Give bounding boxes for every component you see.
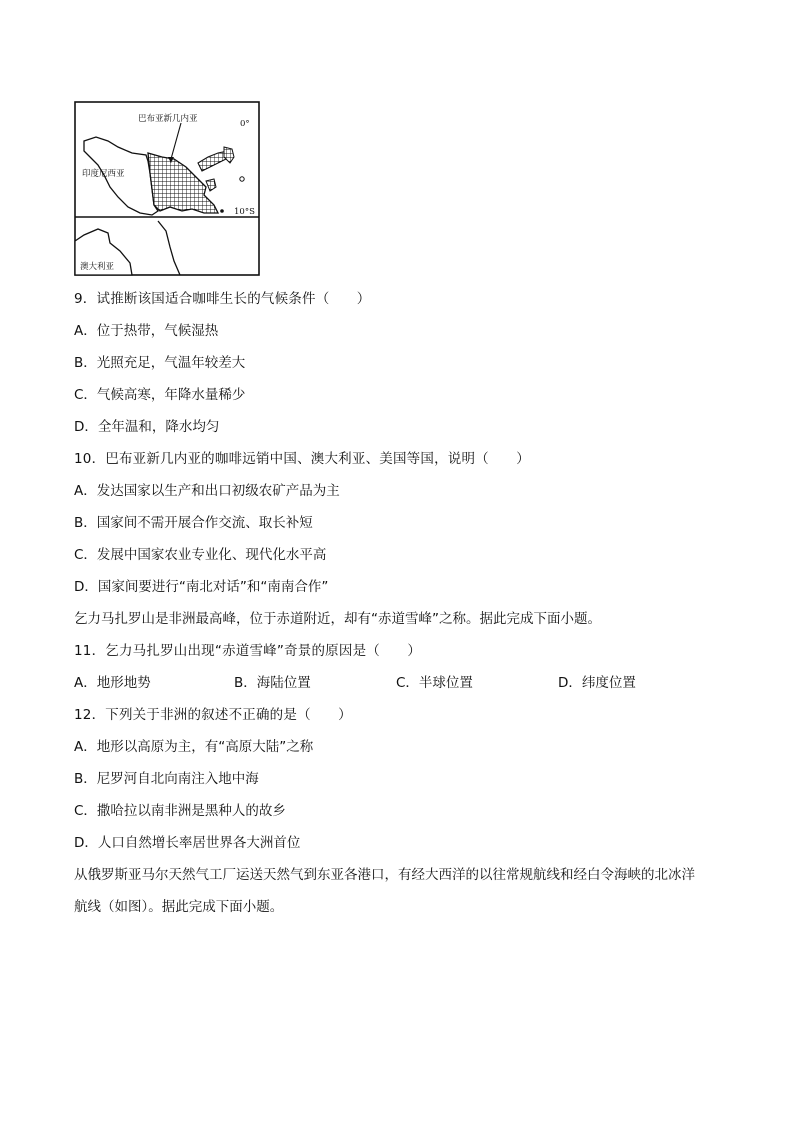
question-12-option-d: D．人口自然增长率居世界各大洲首位	[74, 835, 301, 851]
question-11-options	[74, 674, 714, 692]
question-11-stem: 11．乞力马扎罗山出现“赤道雪峰”奇景的原因是（ ）	[74, 643, 422, 659]
question-12-stem: 12．下列关于非洲的叙述不正确的是（ ）	[74, 707, 352, 723]
passage-kilimanjaro: 乞力马扎罗山是非洲最高峰，位于赤道附近，却有“赤道雪峰”之称。据此完成下面小题。	[74, 611, 601, 627]
question-10-option-b: B．国家间不需开展合作交流、取长补短	[74, 515, 313, 531]
map-label-indonesia: 印度尼西亚	[82, 169, 125, 179]
map-label-0deg: 0°	[240, 119, 250, 129]
question-9-option-c: C．气候高寒，年降水量稀少	[74, 387, 246, 403]
question-11-option-c: C．半球位置	[396, 675, 473, 691]
question-12-option-c: C．撒哈拉以南非洲是黑种人的故乡	[74, 803, 286, 819]
papua-new-guinea-map	[74, 101, 260, 276]
question-9-option-a: A．位于热带，气候湿热	[74, 323, 219, 339]
island-dot	[220, 209, 224, 213]
island-bougainville	[240, 177, 244, 181]
question-10-option-d: D．国家间要进行“南北对话”和“南南合作”	[74, 579, 329, 595]
map-label-australia: 澳大利亚	[80, 262, 115, 272]
map-label-png: 巴布亚新几内亚	[138, 114, 198, 124]
question-11-option-b: B．海陆位置	[234, 675, 311, 691]
question-10-option-a: A．发达国家以生产和出口初级农矿产品为主	[74, 483, 340, 499]
question-10-option-c: C．发展中国家农业专业化、现代化水平高	[74, 547, 327, 563]
question-9-option-b: B．光照充足，气温年较差大	[74, 355, 246, 371]
question-12-option-b: B．尼罗河自北向南注入地中海	[74, 771, 259, 787]
question-9-option-d: D．全年温和，降水均匀	[74, 419, 220, 435]
question-12-option-a: A．地形以高原为主，有“高原大陆”之称	[74, 739, 314, 755]
passage-russia-line-2: 航线（如图）。据此完成下面小题。	[74, 899, 284, 915]
passage-russia-line-1: 从俄罗斯亚马尔天然气工厂运送天然气到东亚各港口，有经大西洋的以往常规航线和经白令海峡的北冰洋	[74, 867, 695, 883]
question-9-stem: 9．试推断该国适合咖啡生长的气候条件（ ）	[74, 291, 371, 307]
question-10-stem: 10．巴布亚新几内亚的咖啡远销中国、澳大利亚、美国等国，说明（ ）	[74, 451, 530, 467]
question-11-option-d: D．纬度位置	[558, 675, 636, 691]
question-11-option-a: A．地形地势	[74, 675, 151, 691]
map-label-10s: 10°S	[234, 207, 255, 217]
